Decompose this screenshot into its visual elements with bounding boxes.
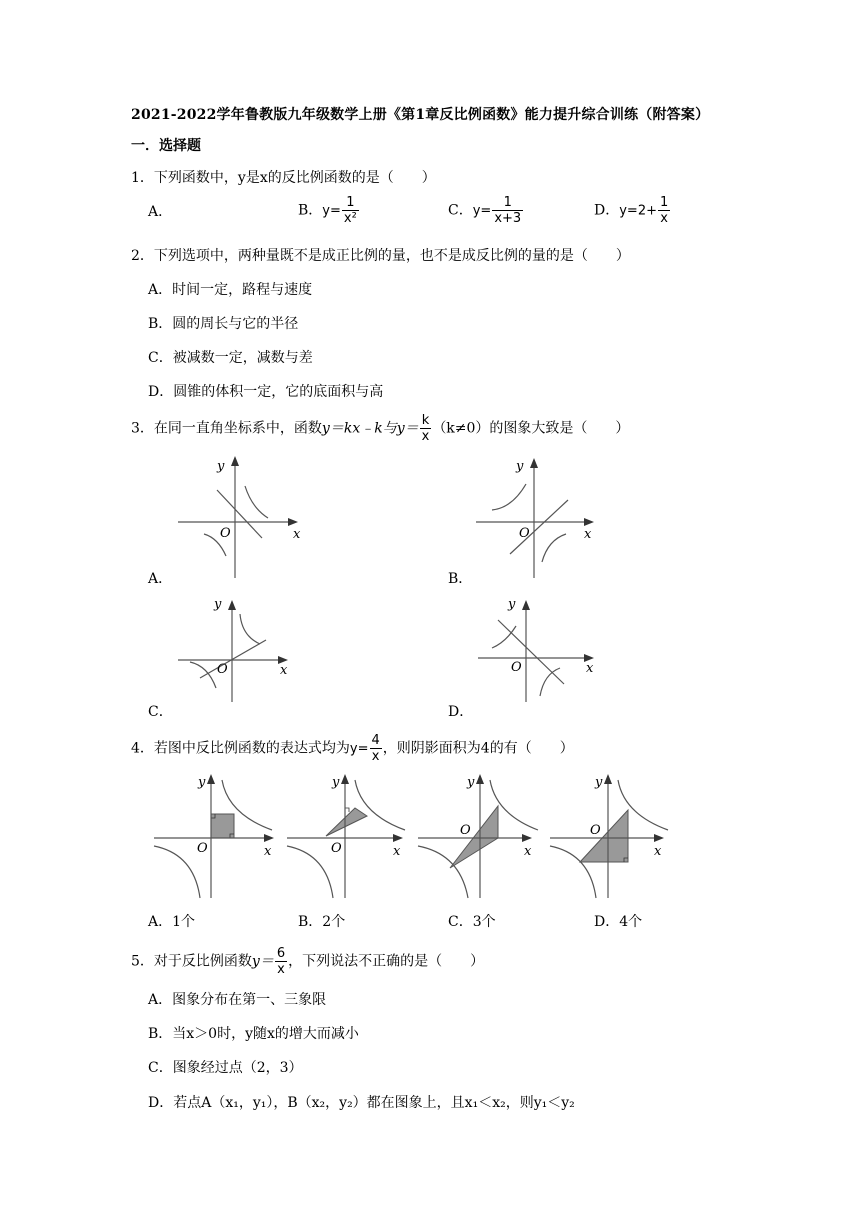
q3-graph-c xyxy=(170,592,310,707)
svg-text:x: x xyxy=(280,663,288,678)
q1-option-b-label: B． xyxy=(298,202,323,219)
q3-stem: 3．在同一直角坐标系中，函数y＝kx﹣k与y＝ $\frac{k}{x}$ （k≠0）的图象大致是（ ） xyxy=(131,413,630,444)
q2-stem: 2．下列选项中，两种量既不是成正比例的量，也不是成反比例的量的是（ ） xyxy=(131,248,630,264)
q5-option-d: D．若点A（x₁，y₁），B（x₂，y₂）都在图象上，且x₁＜x₂，则y₁＜y₂ xyxy=(148,1095,575,1111)
q1-option-d xyxy=(594,195,671,226)
q3-graph-b xyxy=(470,450,610,585)
q1-stem: 1．下列函数中，y是x的反比例函数的是（ ） xyxy=(131,170,436,186)
svg-text:O: O xyxy=(197,841,208,856)
svg-text:x: x xyxy=(524,844,532,859)
q2-option-b: B．圆的周长与它的半径 xyxy=(148,316,299,332)
q4-stem: 4．若图中反比例函数的表达式均为y= $\frac{4}{x}$ ，则阴影面积为4的有（ ） xyxy=(131,733,574,764)
q5-option-c: C．图象经过点（2，3） xyxy=(148,1060,303,1076)
q3-graph-d xyxy=(470,592,610,707)
svg-text:y: y xyxy=(198,775,206,790)
q4-graph-1 xyxy=(150,768,280,903)
svg-text:y: y xyxy=(516,459,524,474)
svg-text:x: x xyxy=(264,844,272,859)
q4-option-a: A．1个 xyxy=(148,914,196,930)
svg-text:x: x xyxy=(293,527,301,542)
svg-text:y: y xyxy=(467,775,475,790)
svg-text:O: O xyxy=(519,526,530,541)
svg-text:x: x xyxy=(586,661,594,676)
svg-text:O: O xyxy=(331,841,342,856)
svg-text:x: x xyxy=(654,844,662,859)
q1-option-c xyxy=(448,195,524,226)
q3-graph-a xyxy=(170,450,310,585)
q4-graph-4 xyxy=(546,768,676,903)
svg-text:y: y xyxy=(214,597,222,612)
q3-option-d: D． xyxy=(448,704,474,720)
svg-text:O: O xyxy=(460,823,471,838)
q4-graph-3 xyxy=(414,768,544,903)
q1-option-d-fraction: $\frac{1}{x}$ xyxy=(659,195,669,226)
q2-option-d: D．圆锥的体积一定，它的底面积与高 xyxy=(148,384,384,400)
q3-option-b: B． xyxy=(448,571,473,587)
q1-option-b-fraction: $\frac{1}{\text{x²}}$ xyxy=(343,195,357,226)
svg-text:x: x xyxy=(393,844,401,859)
q2-option-c: C．被减数一定，减数与差 xyxy=(148,350,313,366)
svg-text:y: y xyxy=(508,597,516,612)
q1-option-d-label: D． xyxy=(594,202,620,219)
q3-option-c: C． xyxy=(148,704,173,720)
svg-text:O: O xyxy=(511,660,522,675)
q3-option-a: A． xyxy=(148,571,173,587)
q5-option-b: B．当x＞0时，y随x的增大而减小 xyxy=(148,1026,359,1042)
svg-text:O: O xyxy=(217,662,228,677)
q4-option-d: D．4个 xyxy=(594,914,643,930)
svg-text:y: y xyxy=(595,775,603,790)
q1-option-a: A． xyxy=(148,204,173,220)
page-title: 2021-2022学年鲁教版九年级数学上册《第1章反比例函数》能力提升综合训练（附答案） xyxy=(131,107,710,123)
svg-text:y: y xyxy=(217,459,225,474)
q4-option-c: C．3个 xyxy=(448,914,496,930)
q4-option-b: B．2个 xyxy=(298,914,346,930)
svg-text:O: O xyxy=(220,526,231,541)
q2-option-a: A．时间一定，路程与速度 xyxy=(148,282,313,298)
q1-option-b-lhs: y= xyxy=(322,203,341,219)
q4-graph-2 xyxy=(283,768,413,903)
q3-fraction: $\frac{k}{x}$ xyxy=(421,413,430,444)
q1-option-c-label: C． xyxy=(448,202,473,219)
q1-option-b xyxy=(298,195,360,226)
q1-option-c-lhs: y= xyxy=(472,203,492,219)
section-heading: 一．选择题 xyxy=(131,138,201,154)
q1-option-c-fraction: $\frac{1}{x+3}$ xyxy=(494,195,522,226)
svg-text:O: O xyxy=(590,823,601,838)
q5-option-a: A．图象分布在第一、三象限 xyxy=(148,992,327,1008)
q1-option-d-lhs: y=2+ xyxy=(619,203,657,219)
svg-text:y: y xyxy=(332,775,340,790)
q4-fraction: $\frac{4}{x}$ xyxy=(371,733,380,764)
q5-fraction: $\frac{6}{x}$ xyxy=(276,946,286,977)
svg-text:x: x xyxy=(584,527,592,542)
q5-stem: 5．对于反比例函数y＝ $\frac{6}{x}$ ，下列说法不正确的是（ ） xyxy=(131,946,485,977)
